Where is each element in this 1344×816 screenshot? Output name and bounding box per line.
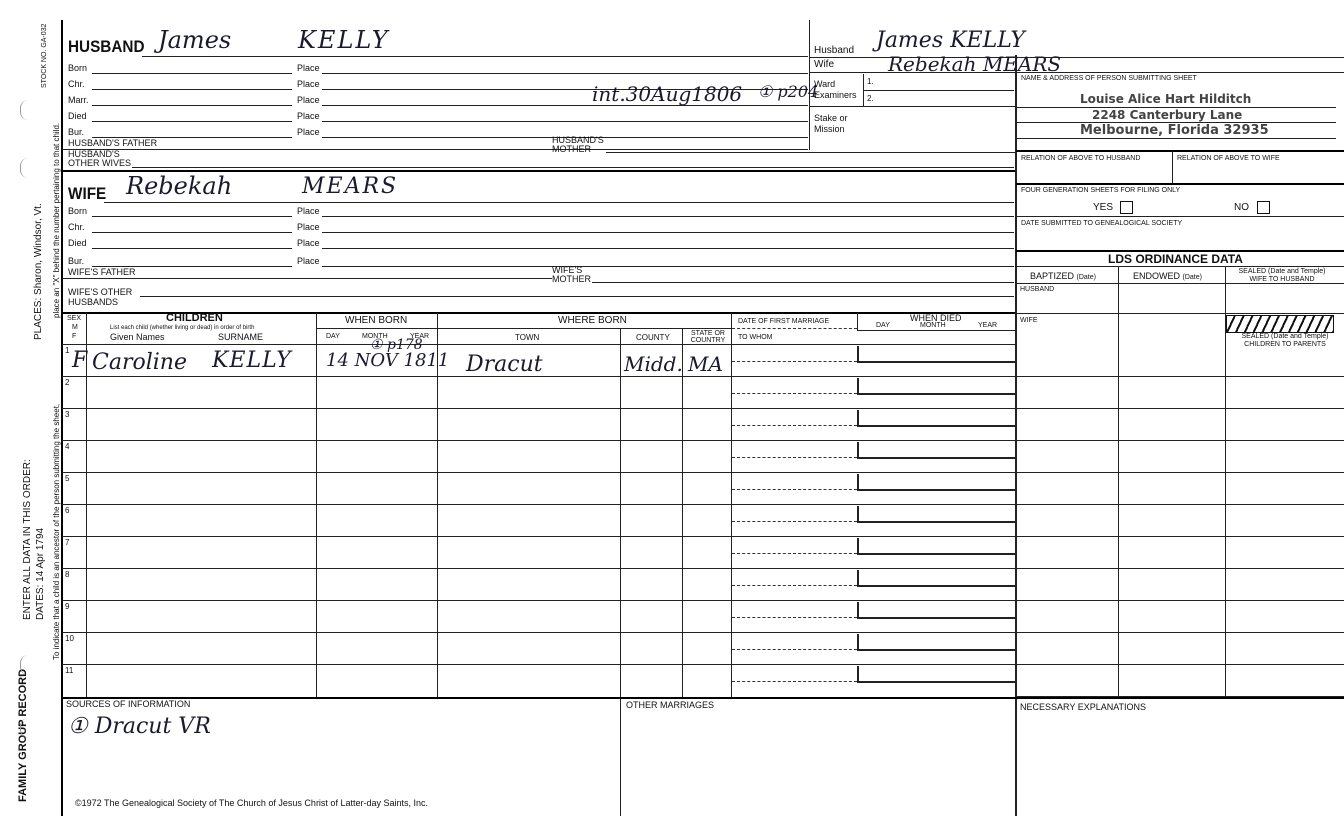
lds-row-line [1016, 440, 1344, 441]
when-born-label: WHEN BORN [345, 315, 408, 326]
sources-label: SOURCES OF INFORMATION [66, 699, 191, 709]
table-row-line [62, 664, 1015, 665]
punch-hole [20, 100, 29, 120]
child1-state[interactable]: MA [688, 352, 723, 376]
marriage-date-line [732, 361, 857, 362]
first-marriage-label: DATE OF FIRST MARRIAGE [738, 318, 830, 325]
lds-row-line [1016, 472, 1344, 473]
row-line [1016, 266, 1344, 267]
place-label: Place [297, 95, 320, 105]
husband-surname[interactable]: KELLY [298, 26, 390, 54]
death-date-line [857, 521, 1015, 523]
sources-entry[interactable]: ① Dracut VR [68, 714, 211, 739]
necessary-explanations-label: NECESSARY EXPLANATIONS [1020, 702, 1147, 712]
child1-born[interactable]: 14 NOV 1811 [326, 350, 450, 371]
lds-row-line [1016, 664, 1344, 665]
divider [857, 570, 859, 585]
table-row-line [62, 568, 1015, 569]
death-date-line [857, 393, 1015, 395]
instruction-bottom: To indicate that a child is an ancestor of the person submitting the sheet, [52, 403, 61, 660]
divider [620, 328, 621, 698]
death-date-line [857, 649, 1015, 651]
divider [857, 442, 859, 457]
death-date-line [857, 617, 1015, 619]
date-line [92, 216, 292, 217]
dashed-line [732, 328, 857, 329]
divider [857, 634, 859, 649]
submitter-street: 2248 Canterbury Lane [1092, 108, 1243, 122]
divider [682, 328, 683, 698]
child1-sex[interactable]: F [72, 348, 88, 373]
table-row-line [62, 536, 1015, 537]
child1-born-ref[interactable]: ① p178 [370, 337, 423, 353]
row-line [62, 344, 1015, 345]
husband-row-label: Bur. [68, 127, 85, 137]
state-label: STATE OR COUNTRY [690, 330, 726, 344]
wife-row-label: Chr. [68, 222, 85, 232]
husband-line [142, 56, 808, 57]
child-number: 4 [65, 442, 70, 451]
lds-title: LDS ORDINANCE DATA [1108, 252, 1243, 266]
death-date-line [857, 425, 1015, 427]
relation-husband-label: RELATION OF ABOVE TO HUSBAND [1021, 155, 1141, 162]
marriage-date-line [732, 681, 857, 682]
death-date-line [857, 681, 1015, 683]
children-title: CHILDREN [166, 312, 223, 324]
wife-other-husbands-label: WIFE'S OTHER HUSBANDS [68, 287, 133, 307]
child-number: 10 [65, 634, 74, 643]
examiner-1: 1. [867, 77, 874, 86]
endowed-label: ENDOWED (Date) [1133, 271, 1202, 281]
lds-wife-label: WIFE [1020, 317, 1038, 324]
county-label: COUNTY [636, 333, 670, 342]
sealed-wife-label: SEALED (Date and Temple) WIFE TO HUSBAND [1238, 268, 1326, 283]
town-label: TOWN [515, 333, 540, 342]
husband-given-name[interactable]: James [158, 26, 232, 54]
row-line [864, 90, 1014, 91]
death-date-line [857, 361, 1015, 363]
husband-father-label: HUSBAND'S FATHER [68, 138, 158, 148]
lds-row-line [1016, 568, 1344, 569]
marriage-date-line [732, 521, 857, 522]
place-label: Place [297, 256, 320, 266]
marriage-intention-note[interactable]: int.30Aug1806 [592, 82, 743, 106]
given-names-label: Given Names [110, 332, 165, 342]
child-number: 6 [65, 506, 70, 515]
wife-given-name[interactable]: Rebekah [126, 172, 233, 200]
yes-label: YES [1093, 202, 1114, 213]
examiner-2: 2. [867, 94, 874, 103]
child1-county[interactable]: Midd. [624, 352, 683, 376]
places-note: PLACES: Sharon, Windsor, Vt. [33, 203, 44, 340]
child-number: 3 [65, 410, 70, 419]
husband-mother-label: HUSBAND'S MOTHER [552, 135, 604, 154]
lds-husband-label: HUSBAND [1020, 286, 1055, 293]
place-line [322, 248, 1014, 249]
divider [857, 346, 859, 361]
lds-row-line [1016, 536, 1344, 537]
place-label: Place [297, 63, 320, 73]
row-line [810, 72, 1344, 73]
hdr-wife-label: Wife [814, 59, 834, 70]
place-label: Place [297, 238, 320, 248]
stake-label: Stake or Mission [814, 113, 848, 134]
place-label: Place [297, 206, 320, 216]
row-line [1016, 283, 1344, 284]
hdr-husband-name[interactable]: James KELLY [876, 28, 1025, 53]
child-number: 9 [65, 602, 70, 611]
marriage-date-line [732, 457, 857, 458]
place-line [322, 266, 1014, 267]
ward-label: Ward [814, 79, 836, 89]
wife-row-label: Died [68, 238, 87, 248]
marriage-date-line [732, 425, 857, 426]
yes-checkbox[interactable] [1120, 201, 1133, 214]
surname-label: SURNAME [218, 332, 264, 342]
table-row-line [62, 440, 1015, 441]
sex-label: SEX [67, 315, 82, 322]
wife-label: WIFE [68, 184, 107, 203]
child-number: 11 [65, 666, 74, 675]
lds-row-line [1016, 408, 1344, 409]
copyright: ©1972 The Genealogical Society of The Church of Jesus Christ of Latter-day Saints, Inc. [75, 798, 428, 808]
date-line [92, 73, 292, 74]
marriage-date-line [732, 649, 857, 650]
examiners-label: Examiners [814, 90, 857, 100]
date-submitted-label: DATE SUBMITTED TO GENEALOGICAL SOCIETY [1021, 220, 1183, 227]
child1-surname[interactable]: KELLY [212, 348, 292, 373]
death-date-line [857, 457, 1015, 459]
divider [857, 538, 859, 553]
stock-number: STOCK NO. GA-032 [41, 23, 48, 88]
divider [1015, 55, 1017, 816]
hdr-wife-name[interactable]: Rebekah MEARS [888, 52, 1062, 76]
children-subtitle: List each child (whether living or dead) in order of birth [110, 325, 255, 331]
died-month-label: MONTH [920, 322, 946, 329]
row-line [132, 167, 1014, 168]
other-marriages-label: OTHER MARRIAGES [626, 700, 715, 710]
instruction-top: place an "X" behind the number pertaining to that child. [52, 122, 61, 318]
divider [857, 410, 859, 425]
baptized-label: BAPTIZED (Date) [1030, 271, 1096, 281]
death-date-line [857, 553, 1015, 555]
four-gen-label: FOUR GENERATION SHEETS FOR FILING ONLY [1021, 187, 1181, 194]
no-label: NO [1234, 202, 1249, 213]
marriage-date-line [732, 617, 857, 618]
divider [731, 313, 732, 698]
divider [857, 602, 859, 617]
order-note: ENTER ALL DATA IN THIS ORDER: [22, 459, 33, 620]
row-line [810, 106, 1015, 107]
place-label: Place [297, 111, 320, 121]
date-line [92, 105, 292, 106]
born-day-label: DAY [326, 333, 340, 340]
section-line [62, 697, 1344, 699]
divider [857, 506, 859, 521]
place-line [322, 232, 1014, 233]
row-line [62, 278, 552, 279]
row-line [1016, 313, 1344, 314]
husband-other-wives-label: HUSBAND'S OTHER WIVES [68, 149, 132, 168]
lds-row-line [1016, 632, 1344, 633]
wife-row-label: Born [68, 206, 88, 216]
wife-row-label: Bur. [68, 256, 85, 266]
to-whom-label: TO WHOM [738, 334, 773, 341]
husband-row-label: Died [68, 111, 87, 121]
child-number: 2 [65, 378, 70, 387]
divider [857, 666, 859, 681]
husband-row-label: Marr. [68, 95, 89, 105]
wife-line [104, 202, 1014, 203]
lds-row-line [1016, 504, 1344, 505]
child1-town[interactable]: Dracut [466, 352, 543, 377]
died-year-label: YEAR [978, 322, 998, 329]
marriage-date-line [732, 489, 857, 490]
marriage-date-line [732, 393, 857, 394]
date-line [92, 89, 292, 90]
divider [1172, 151, 1173, 184]
wife-father-label: WIFE'S FATHER [68, 267, 136, 277]
lds-row-line [1016, 600, 1344, 601]
table-row-line [62, 504, 1015, 505]
divider [620, 698, 621, 816]
where-born-label: WHERE BORN [558, 315, 627, 326]
section-line [1016, 150, 1344, 152]
child-number: 7 [65, 538, 70, 547]
hatched-cell [1226, 315, 1334, 333]
table-row-line [62, 632, 1015, 633]
punch-hole [20, 158, 29, 178]
submitter-city: Melbourne, Florida 32935 [1080, 123, 1269, 138]
sealed-children-label: SEALED (Date and Temple) CHILDREN TO PARENTS [1241, 333, 1329, 348]
row-line [317, 328, 731, 329]
place-label: Place [297, 79, 320, 89]
when-died-label: WHEN DIED [910, 313, 962, 323]
row-line [857, 330, 1015, 331]
wife-surname[interactable]: MEARS [302, 174, 399, 199]
divider [857, 474, 859, 489]
row-line [140, 296, 1014, 297]
sex-m: M [72, 324, 78, 331]
section-line [1016, 183, 1344, 185]
husband-row-label: Born [68, 63, 88, 73]
submitter-name: Louise Alice Hart Hilditch [1080, 92, 1252, 106]
dates-note: DATES: 14 Apr 1794 [35, 527, 46, 620]
lds-row-line [1016, 376, 1344, 377]
date-line [92, 121, 292, 122]
husband-label: HUSBAND [68, 37, 145, 56]
relation-wife-label: RELATION OF ABOVE TO WIFE [1177, 155, 1280, 162]
born-year-label: YEAR [410, 333, 430, 340]
row-line [62, 149, 808, 150]
row-line [1016, 138, 1336, 139]
table-row-line [62, 408, 1015, 409]
row-line [606, 152, 1015, 153]
place-line [322, 121, 808, 122]
divider [316, 313, 317, 698]
marriage-date-line [732, 553, 857, 554]
born-month-label: MONTH [362, 333, 388, 340]
husband-row-label: Chr. [68, 79, 85, 89]
marriage-date-line [732, 585, 857, 586]
place-line [322, 216, 1014, 217]
table-row-line [62, 600, 1015, 601]
death-date-line [857, 585, 1015, 587]
child-number: 1 [65, 346, 70, 355]
divider [857, 378, 859, 393]
place-label: Place [297, 127, 320, 137]
date-line [92, 232, 292, 233]
wife-mother-label: WIFE'S MOTHER [552, 265, 591, 284]
submitter-heading: NAME & ADDRESS OF PERSON SUBMITTING SHEET [1021, 75, 1197, 82]
divider [857, 313, 858, 330]
punch-hole [20, 655, 29, 675]
row-line [1016, 216, 1344, 217]
sex-f: F [72, 333, 77, 340]
table-row-line [62, 472, 1015, 473]
child-number: 8 [65, 570, 70, 579]
child-number: 5 [65, 474, 70, 483]
place-label: Place [297, 222, 320, 232]
marriage-source-ref[interactable]: ① p204 [758, 82, 819, 101]
place-line [322, 73, 808, 74]
row-line [592, 282, 1014, 283]
hdr-husband-label: Husband [814, 45, 855, 56]
death-date-line [857, 489, 1015, 491]
date-line [92, 248, 292, 249]
no-checkbox[interactable] [1257, 201, 1270, 214]
died-day-label: DAY [876, 322, 890, 329]
child1-given[interactable]: Caroline [92, 350, 187, 375]
punch-hole [20, 718, 29, 738]
